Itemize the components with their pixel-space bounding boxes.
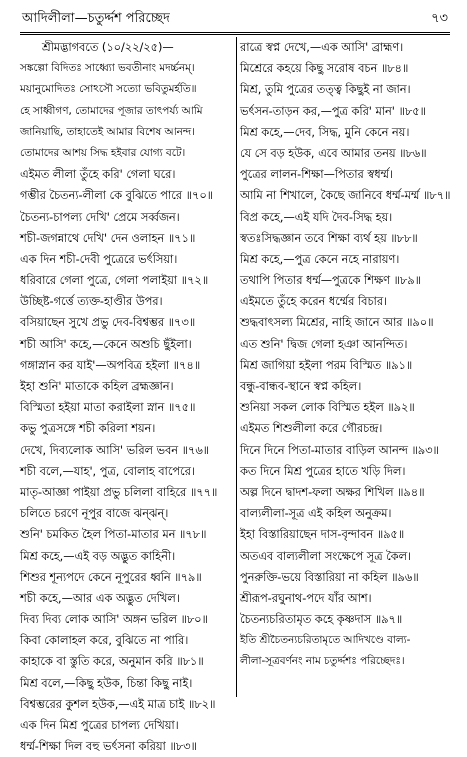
verse-line: ময়ানুমোদিতঃ সোঽসৌ সত্যো ভবিতুমর্হতি॥ <box>20 83 197 96</box>
verse-line: হে সাধ্বীগণ, তোমাদের পূজার তাৎপর্য্য আমি <box>20 104 203 117</box>
verse-line: তথাপি পিতার ধর্ম্ম—পুত্রকে শিক্ষণ ॥৮৯॥ <box>240 274 421 288</box>
verse-line: এক দিন শচী-দেবী পুত্রেরে ভর্ৎসিয়া। <box>20 252 178 266</box>
verse-line: ধরিবারে গেলা পুত্রে, গেলা পলাইয়া ॥৭২॥ <box>20 274 209 288</box>
verse-line: কিবা কোলাহল করে, বুঝিতে না পারি। <box>20 634 189 648</box>
verse-line: শ্রীমদ্ভাগবতে (১০/২২/২৫)— <box>42 41 174 54</box>
verse-line: স্বতঃসিদ্ধজ্ঞান তবে শিক্ষা ব্যর্থ হয় ॥৮৮॥ <box>240 231 418 245</box>
verse-line: আমি না শিখালে, কৈছে জানিবে ধর্ম্ম-মর্ম্ম ॥৮৭॥ <box>240 189 451 203</box>
verse-line: শুনিয়া সকল লোক বিস্মিত হইল ॥৯২॥ <box>240 401 415 415</box>
verse-line: কভু পুত্রসঙ্গে শচী করিলা শয়ন। <box>20 422 156 436</box>
verse-line: মিশ্র কহে,—এই বড় অদ্ভুত কাহিনী। <box>20 549 176 563</box>
verse-line: এইমত লীলা তুঁহে করি' গেলা ঘরে। <box>20 168 176 182</box>
verse-line: ইহা শুনি' মাতাকে কহিল ব্রহ্মজ্ঞান। <box>20 380 174 393</box>
verse-line: জানিয়াছি, তাহাতেই আমার বিশেষ আনন্দ। <box>20 125 195 138</box>
verse-line: অল্প দিনে দ্বাদশ-ফলা অক্ষর শিখিল ॥৯৪॥ <box>240 485 425 499</box>
verse-line: কত দিনে মিশ্র পুত্রের হাতে খড়ি দিল। <box>240 464 406 478</box>
chapter-title: আদিলীলা—চতুর্দ্দশ পরিচ্ছেদ <box>22 11 170 26</box>
verse-line: পুত্রের লালন-শিক্ষা—পিতার স্বধর্ম্ম। <box>240 168 393 182</box>
verse-line: বিপ্র কহে,—এই যদি দৈব-সিদ্ধ হয়। <box>240 210 393 224</box>
verse-line: ইতি শ্রীচৈতন্যচরিতামৃতে আদিখণ্ডে বাল্য- <box>240 634 411 647</box>
verse-line: শচী-জগন্নাথে দেখি' দেন ওলাহন ॥৭১॥ <box>20 231 196 245</box>
verse-line: বাল্যলীলা-সূত্র এই কহিল অনুক্রম। <box>240 507 392 521</box>
verse-line: বসিয়াছেন সুখে প্রভু দেব-বিশ্বম্ভর ॥৭৩॥ <box>20 316 196 330</box>
verse-line: শিশুর শূন্যপদে কেনে নূপুরের ধ্বনি ॥৭৯॥ <box>20 570 202 584</box>
verse-line: রাত্রে স্বপ্ন দেখে,—এক আসি' ব্রাহ্মণ। <box>240 41 404 54</box>
column-divider <box>236 37 237 697</box>
verse-line: অতএব বাল্যলীলা সংক্ষেপে সূত্র কৈল। <box>240 549 412 563</box>
right-column <box>240 37 454 697</box>
verse-line: চলিতে চরণে নূপুর বাজে ঝন্ঝন্। <box>20 507 169 521</box>
verse-line: সঙ্কল্পো বিদিতঃ সাধ্ব্যো ভবতীনাং মদৰ্চ্চনম্। <box>20 62 195 75</box>
page-header <box>20 8 450 30</box>
header-rule-double <box>20 34 450 35</box>
verse-line: শ্রীরূপ-রঘুনাথ-পদে যাঁর আশ। <box>240 591 372 605</box>
verse-line: এক দিন মিশ্র পুত্রের চাপল্য দেখিয়া। <box>20 719 179 732</box>
verse-line: উচ্ছিষ্ট-গর্ত্তে ত্যক্ত-হাণ্ডীর উপর। <box>20 295 163 309</box>
verse-line: কাহাকে বা স্তুতি করে, অনুমান করি ॥৮১॥ <box>20 655 204 669</box>
two-column-body <box>20 37 451 754</box>
verse-line: মিশ্র, তুমি পুত্রের তত্ত্ব কিছুই না জান। <box>240 83 411 97</box>
verse-line: মিশ্র কহে,—পুত্র কেনে নহে নারায়ণ। <box>240 252 400 266</box>
verse-line: চৈতন্যচরিতামৃত কহে কৃষ্ণদাস ॥৯৭॥ <box>240 613 403 627</box>
verse-line: মিশ্র কহে,—দেব, সিদ্ধ, মুনি কেনে নয়। <box>240 125 410 139</box>
verse-line: দিব্য দিব্য লোক আসি' অঙ্গন ভরিল ॥৮০॥ <box>20 613 208 627</box>
verse-line: পুনরুক্তি-ভয়ে বিস্তারিয়া না কহিল ॥৯৬॥ <box>240 570 419 584</box>
verse-line: তোমাদের আশয় সিদ্ধ হইবার যোগ্য বটে। <box>20 146 186 159</box>
verse-line: ভর্ৎসন-তাড়ন কর,—পুত্র করি' মান' ॥৮৫॥ <box>240 104 426 118</box>
verse-line: শচী বলে,—যাহ', পুত্র, বোলাহ বাপেরে। <box>20 464 195 478</box>
verse-line: দিনে দিনে পিতা-মাতার বাড়িল আনন্দ ॥৯৩॥ <box>240 443 439 457</box>
verse-line: শচী আসি' কহে,—কেনে অশুচি ছুঁইলা। <box>20 337 192 351</box>
verse-line: এইমত শিশুলীলা করে গৌরচন্দ্র। <box>240 422 383 436</box>
verse-line: ধর্ম্ম-শিক্ষা দিল বহু ভর্ৎসনা করিয়া ॥৮৩॥ <box>20 740 197 754</box>
left-column <box>20 37 234 754</box>
verse-line: গঙ্গাস্নান কর যাই'—অপবিত্র হইলা ॥৭৪॥ <box>20 358 201 372</box>
verse-line: গম্ভীর চৈতন্য-লীলা কে বুঝিতে পারে ॥৭০॥ <box>20 189 214 203</box>
verse-line: চৈতন্য-চাপল্য দেখি' প্রেমে সর্ব্বজন। <box>20 210 180 224</box>
verse-line: এইমতে তুঁহে করেন ধর্ম্মের বিচার। <box>240 295 388 309</box>
header-rule <box>20 32 450 33</box>
verse-line: যে সে বড় হউক, এবে আমার তনয় ॥৮৬॥ <box>240 146 427 160</box>
verse-line: বিশ্বম্ভরের কুশল হউক,—এই মাত্র চাই ॥৮২॥ <box>20 697 216 711</box>
verse-line: বন্ধু-বান্ধব-স্থানে স্বপ্ন কহিল। <box>240 380 362 393</box>
verse-line: শচী কহে,—আর এক অদ্ভুত দেখিল। <box>20 591 180 605</box>
verse-line: মিশ্র বলে,—কিছু হউক, চিন্তা কিছু নাই। <box>20 676 193 690</box>
verse-line: মিশ্র জাগিয়া হইলা পরম বিস্মিত ॥৯১॥ <box>240 358 413 372</box>
verse-line: এত শুনি' দ্বিজ গেলা হঞা আনন্দিত। <box>240 337 408 351</box>
verse-line: ইহা বিস্তারিয়াছেন দাস-বৃন্দাবন ॥৯৫॥ <box>240 528 405 542</box>
verse-line: শুদ্ধবাৎসল্য মিশ্রের, নাহি জানে আর ॥৯০॥ <box>240 316 434 330</box>
verse-line: লীলা-সূত্রবর্ণনং নাম চতুর্দ্দশঃ পরিচ্ছেদঃ। <box>240 655 405 668</box>
verse-line: দেখে, দিব্যলোক আসি' ভরিল ভবন ॥৭৬॥ <box>20 443 210 457</box>
verse-line: বিস্মিতা হইয়া মাতা করাইলা স্নান ॥৭৫॥ <box>20 401 196 415</box>
verse-line: মিশ্রেরে কহয়ে কিছু সরোষ বচন ॥৮৪॥ <box>240 62 409 76</box>
page-number: ৭৩ <box>431 11 448 26</box>
verse-line: শুনি' চমকিত হৈল পিতা-মাতার মন ॥৭৮॥ <box>20 528 207 542</box>
verse-line: মাতৃ-আজ্ঞা পাইয়া প্রভু চলিলা বাহিরে ॥৭৭॥ <box>20 485 218 499</box>
